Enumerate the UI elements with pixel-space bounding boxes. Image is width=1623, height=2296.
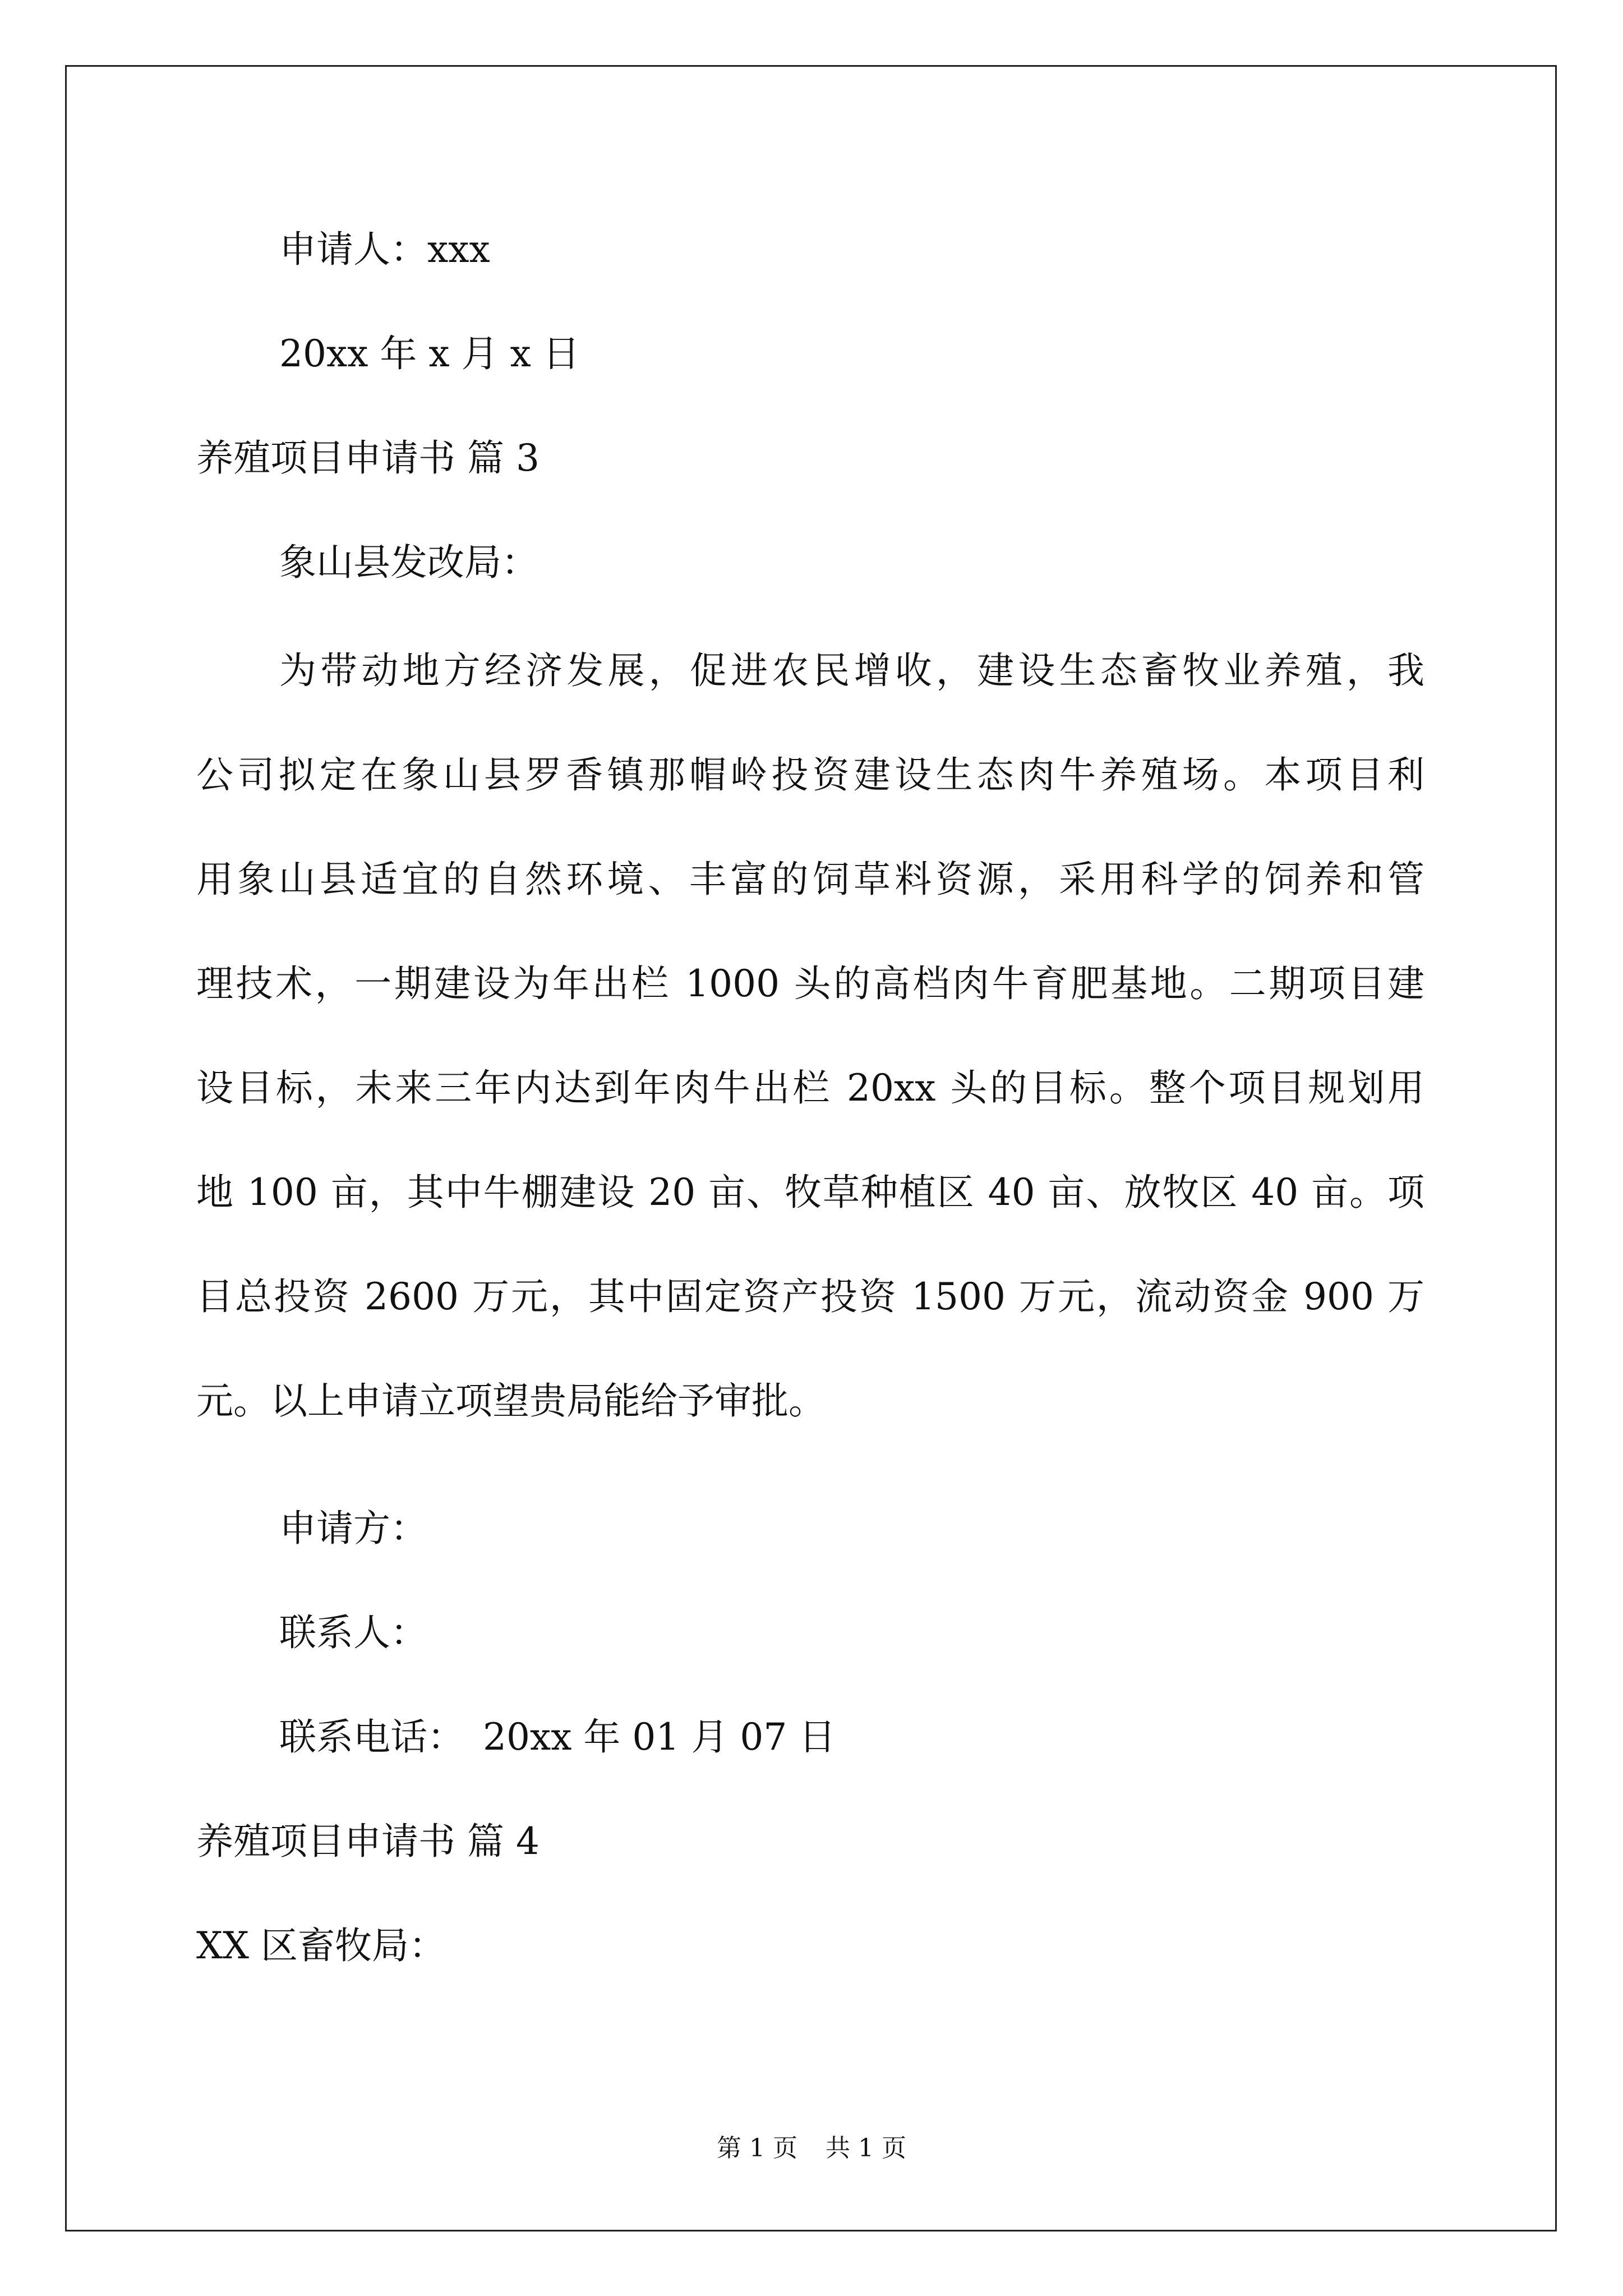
contact-person-line: 联系人：	[279, 1611, 427, 1654]
page-footer	[0, 2132, 1623, 2165]
addressee-line: 象山县发改局：	[279, 541, 538, 584]
contact-phone-line: 联系电话： 20xx 年 01 月 07 日	[279, 1715, 836, 1759]
addressee-line-4: XX 区畜牧局：	[196, 1924, 446, 1967]
page-number: 第 1 页	[717, 2134, 797, 2162]
paragraph-line: 元。以上申请立项望贵局能给予审批。	[196, 1379, 826, 1423]
applicant-party-line: 申请方：	[279, 1507, 427, 1550]
date-line: 20xx 年 x 月 x 日	[279, 332, 580, 375]
paragraph-line: 目总投资 2600 万元，其中固定资产投资 1500 万元，流动资金 900 万	[196, 1275, 1424, 1318]
paragraph-line: 地 100 亩，其中牛棚建设 20 亩、牧草种植区 40 亩、放牧区 40 亩。项	[196, 1171, 1424, 1214]
paragraph-line: 用象山县适宜的自然环境、丰富的饲草料资源，采用科学的饲养和管	[196, 858, 1424, 901]
paragraph-line: 为带动地方经济发展，促进农民增收，建设生态畜牧业养殖，我	[279, 649, 1424, 692]
body-paragraph	[196, 619, 1424, 1453]
section-heading-3: 养殖项目申请书 篇 3	[196, 436, 540, 480]
paragraph-line: 设目标，未来三年内达到年肉牛出栏 20xx 头的目标。整个项目规划用	[196, 1066, 1424, 1110]
section-heading-4: 养殖项目申请书 篇 4	[196, 1820, 540, 1863]
page-total: 共 1 页	[826, 2134, 906, 2162]
applicant-line: 申请人：xxx	[279, 228, 490, 271]
paragraph-line: 公司拟定在象山县罗香镇那帽岭投资建设生态肉牛养殖场。本项目利	[196, 753, 1424, 797]
paragraph-line: 理技术，一期建设为年出栏 1000 头的高档肉牛育肥基地。二期项目建	[196, 962, 1424, 1005]
